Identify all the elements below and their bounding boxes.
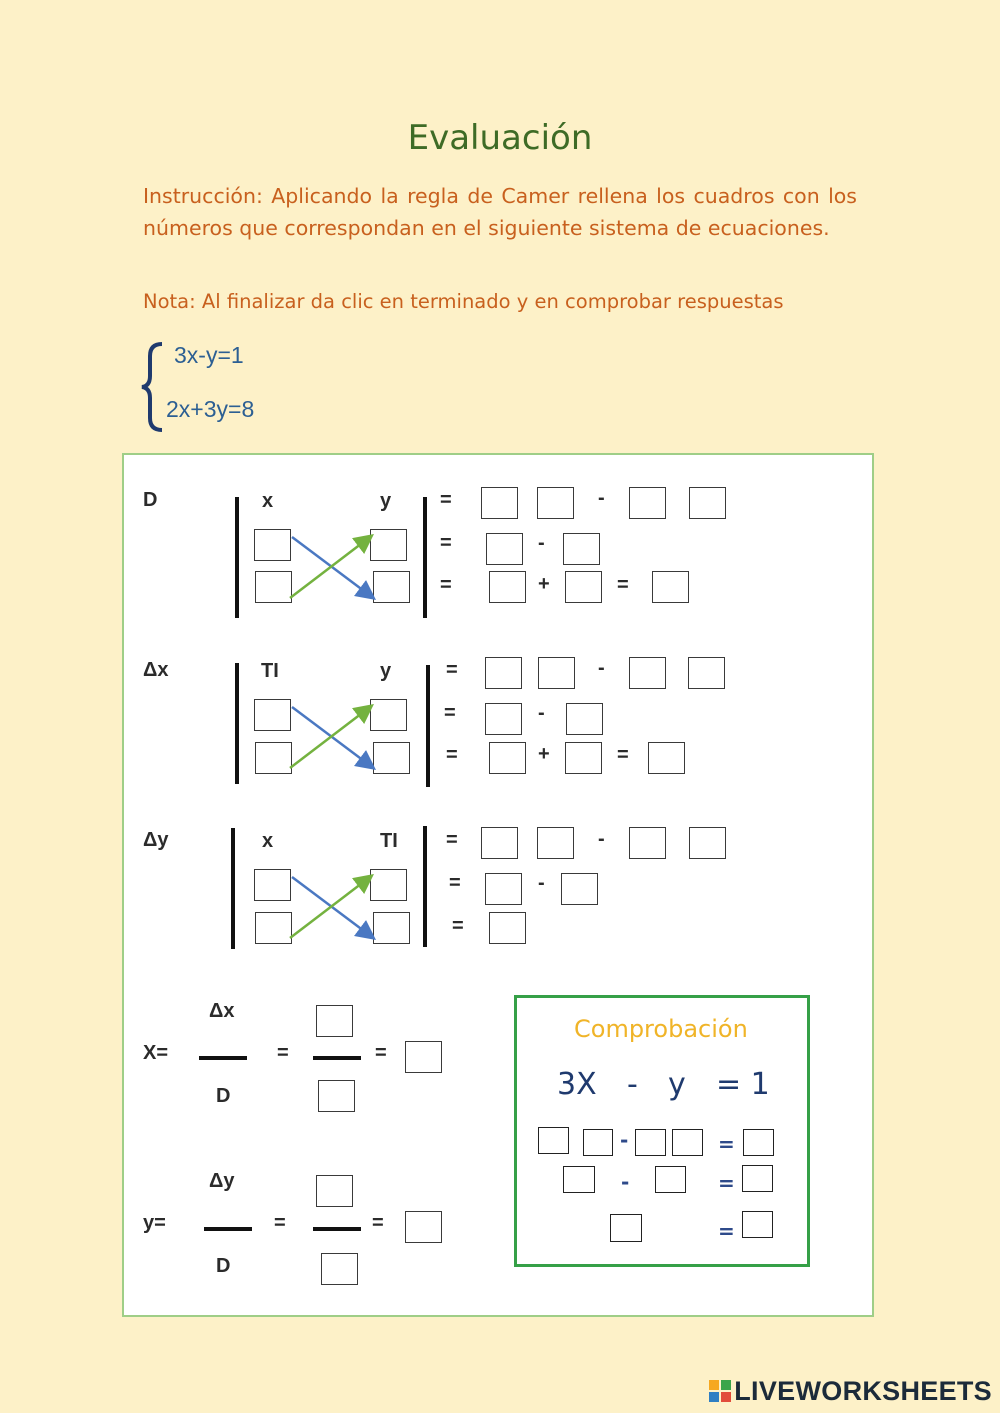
cross-arrows-icon	[280, 695, 390, 775]
answer-box[interactable]	[648, 742, 685, 774]
equals-sign: =	[375, 1042, 387, 1064]
check-term1: 3X	[557, 1067, 597, 1102]
answer-box[interactable]	[566, 703, 603, 735]
equals-sign: =	[274, 1212, 286, 1234]
equals-sign: =	[617, 574, 629, 596]
minus-sign: -	[621, 1170, 630, 1194]
answer-box[interactable]	[485, 873, 522, 905]
minus-sign: -	[538, 872, 545, 894]
answer-box[interactable]	[538, 657, 575, 689]
answer-box[interactable]	[489, 912, 526, 944]
det-label-dx: Δx	[143, 659, 169, 681]
equation-2: 2x+3y=8	[166, 396, 255, 422]
minus-sign: -	[598, 487, 605, 509]
det-label-d: D	[143, 489, 158, 511]
answer-box[interactable]	[321, 1253, 358, 1285]
y-numerator: Δy	[209, 1170, 235, 1192]
answer-box[interactable]	[742, 1165, 773, 1192]
answer-box[interactable]	[489, 742, 526, 774]
answer-box[interactable]	[742, 1211, 773, 1238]
minus-sign: -	[538, 532, 545, 554]
det-bar-left	[235, 497, 239, 618]
equals-sign: =	[718, 1219, 735, 1243]
equals-sign: =	[446, 744, 458, 766]
answer-box[interactable]	[743, 1129, 774, 1156]
answer-box[interactable]	[652, 571, 689, 603]
brand-name: LIVEWORKSHEETS	[734, 1376, 992, 1406]
equals-sign: =	[452, 915, 464, 937]
answer-box[interactable]	[561, 873, 598, 905]
answer-box[interactable]	[563, 533, 600, 565]
answer-box[interactable]	[316, 1005, 353, 1037]
answer-box[interactable]	[689, 827, 726, 859]
minus-sign: -	[538, 702, 545, 724]
plus-sign: +	[538, 573, 550, 595]
answer-box[interactable]	[565, 571, 602, 603]
answer-box[interactable]	[583, 1129, 613, 1156]
answer-box[interactable]	[672, 1129, 703, 1156]
cross-arrows-icon	[280, 525, 390, 605]
answer-box[interactable]	[565, 742, 602, 774]
plus-sign: +	[538, 743, 550, 765]
det-bar-right	[423, 497, 427, 618]
x-denominator: D	[216, 1085, 231, 1107]
equals-sign: =	[449, 872, 461, 894]
fraction-bar	[204, 1227, 252, 1231]
det-col1-dx: TI	[261, 660, 279, 682]
equals-sign: =	[277, 1042, 289, 1064]
fraction-bar	[313, 1056, 361, 1060]
answer-box[interactable]	[629, 487, 666, 519]
answer-box[interactable]	[688, 657, 725, 689]
y-result-label: y=	[143, 1212, 166, 1234]
instruction-text: Instrucción: Aplicando la regla de Camer rellena los cuadros con los números que correspondan en el siguiente sistema de ecuaciones.	[143, 184, 857, 240]
answer-box[interactable]	[655, 1166, 686, 1193]
answer-box[interactable]	[563, 1166, 595, 1193]
equation-1: 3x-y=1	[174, 342, 244, 368]
answer-box[interactable]	[481, 827, 518, 859]
liveworksheets-logo-icon	[709, 1380, 731, 1402]
check-term2: y	[668, 1067, 686, 1102]
det-bar-left	[235, 663, 239, 784]
equals-sign: =	[446, 829, 458, 851]
answer-box[interactable]	[629, 657, 666, 689]
minus-sign: -	[620, 1128, 629, 1152]
y-denominator: D	[216, 1255, 231, 1277]
equals-sign: =	[372, 1212, 384, 1234]
x-numerator: Δx	[209, 1000, 235, 1022]
check-title: Comprobación	[574, 1015, 748, 1043]
answer-box[interactable]	[537, 487, 574, 519]
equals-sign: =	[617, 744, 629, 766]
answer-box[interactable]	[318, 1080, 355, 1112]
equals-sign: =	[718, 1132, 735, 1156]
answer-box[interactable]	[405, 1211, 442, 1243]
answer-box[interactable]	[629, 827, 666, 859]
answer-box[interactable]	[485, 657, 522, 689]
fraction-bar	[199, 1056, 247, 1060]
equals-sign: =	[440, 532, 452, 554]
answer-box[interactable]	[489, 571, 526, 603]
det-col2-dx: y	[380, 660, 392, 682]
minus-sign: -	[598, 828, 605, 850]
equals-sign: =	[440, 574, 452, 596]
det-bar-right	[423, 826, 427, 947]
det-col1-dy: x	[262, 830, 274, 852]
fraction-bar	[313, 1227, 361, 1231]
answer-box[interactable]	[486, 533, 523, 565]
answer-box[interactable]	[316, 1175, 353, 1207]
answer-box[interactable]	[610, 1214, 642, 1242]
liveworksheets-logo	[709, 1376, 992, 1407]
det-bar-left	[231, 828, 235, 949]
equals-sign: =	[718, 1171, 735, 1195]
equals-sign: =	[446, 659, 458, 681]
page-title: Evaluación	[407, 118, 593, 158]
check-op: -	[627, 1067, 638, 1102]
det-col1-d: x	[262, 490, 274, 512]
answer-box[interactable]	[485, 703, 522, 735]
cross-arrows-icon	[280, 865, 390, 945]
answer-box[interactable]	[537, 827, 574, 859]
note-text: Nota: Al finalizar da clic en terminado y en comprobar respuestas	[143, 290, 784, 313]
equals-sign: =	[444, 702, 456, 724]
answer-box[interactable]	[635, 1129, 666, 1156]
equals-sign: =	[440, 489, 452, 511]
answer-box[interactable]	[538, 1127, 569, 1154]
x-result-label: X=	[143, 1042, 169, 1064]
check-rhs: = 1	[716, 1067, 770, 1102]
det-bar-right	[426, 665, 430, 787]
det-col2-d: y	[380, 490, 392, 512]
answer-box[interactable]	[481, 487, 518, 519]
answer-box[interactable]	[405, 1041, 442, 1073]
answer-box[interactable]	[689, 487, 726, 519]
det-col2-dy: TI	[380, 830, 398, 852]
minus-sign: -	[598, 657, 605, 679]
det-label-dy: Δy	[143, 829, 169, 851]
